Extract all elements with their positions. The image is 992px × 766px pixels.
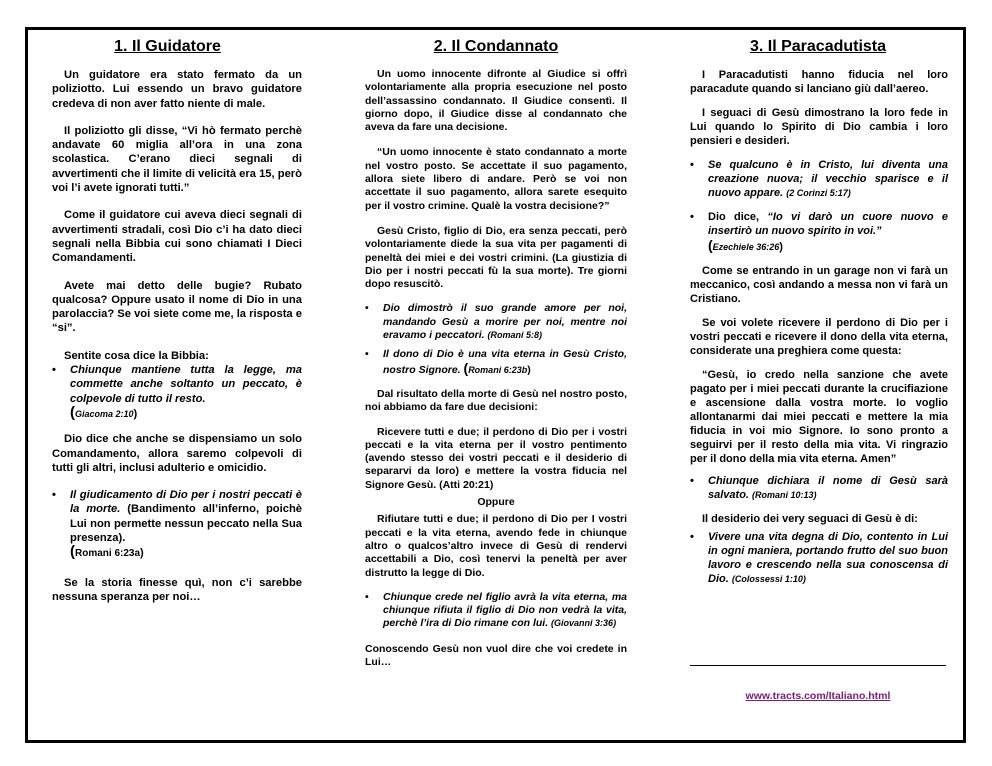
col3-paragraph: I seguaci di Gesù dimostrano la loro fede in Lui quando lo Spirito di Dio cambia i loro pensieri e desideri. [690, 107, 948, 147]
col1-paragraph: Sentite cosa dice la Bibbia: [64, 349, 209, 362]
bullet-ref: Romani 6:23a [75, 548, 141, 560]
col3-paragraph: I Paracadutisti hanno fiducia nel loro paracadute quando si lanciano giù dall’aereo. [690, 69, 948, 95]
bullet-text: Il dono di Dio è una vita eterna in Gesù Cristo, nostro Signore. [383, 348, 627, 376]
bullet-text: Vivere una vita degna di Dio, contento in Lui in ogni maniera, portando frutto del suo buon lavoro e crescendo nella sua conoscensa di Dio. [708, 531, 948, 585]
col3-bullet [690, 158, 948, 200]
bullet-ref: (Giovanni 3:36) [551, 618, 617, 629]
bullet-dot: • [52, 364, 56, 377]
bullet-text: Dio dimostrò il suo grande amore per noi, mandando Gesù a morire per noi, mentre noi eravamo i peccatori. [383, 302, 627, 342]
col1-paragraph: Se la storia finesse quì, non c’i sarebbe nessuna speranza per noi… [52, 576, 302, 603]
col3-paragraph: Il desiderio dei very seguaci di Gesù è di: [702, 513, 918, 525]
col2-paragraph: Rifiutare tutti e due; il perdono di Dio per I vostri peccati e la vita eterna, avendo fede in chiunque altro o qualcos’altro invece di Gesù di rendervi accettabili a Dio, così tenervi la peneltà per aver distrutto la legge di Dio. [365, 513, 627, 579]
bullet-ref: (Colossessi 1:10) [731, 574, 806, 584]
column-condannato [365, 36, 627, 669]
bullet-lead: Dio dice, [708, 211, 760, 223]
bullet-text: (Bandimento all’inferno, poichè Lui non permette nessun peccato nella Sua presenza). [70, 503, 303, 545]
col1-paragraph: Come il guidatore cui aveva dieci segnali di avvertimenti stradali, così Dio c’i ha dato dieci segnali nella Bibbia cui sono chiamati I Dieci Comandamenti. [52, 209, 302, 265]
column-guidatore [52, 36, 302, 604]
col3-bullet [690, 530, 948, 586]
bullet-text: Se qualcuno è in Cristo, lui diventa una creazione nuova; il vecchio sparisce e il nuovo appare. [708, 159, 948, 199]
divider [690, 665, 946, 666]
col2-title: 2. Il Condannato [433, 38, 559, 55]
bullet-ref: (2 Corinzi 5:17) [786, 188, 851, 198]
bullet-text: “Io vi darò un cuore nuovo e insertirò un nuovo spirito in voi.” [708, 211, 948, 237]
col3-bullet [690, 474, 948, 502]
bullet-dot: • [690, 211, 694, 223]
col1-title: 1. Il Guidatore [114, 38, 221, 55]
bullet-ref: Giacoma 2:10 [75, 408, 134, 419]
col1-paragraph: Dio dice che anche se dispensiamo un solo Comandamento, allora saremo colpevoli di tutti gli altri, inclusi adulterio e omicidio. [52, 433, 302, 474]
website-link[interactable]: www.tracts.com/Italiano.html [745, 690, 891, 702]
bullet-dot: • [365, 302, 369, 315]
col1-paragraph: Avete mai detto delle bugie? Rubato qualcosa? Oppure usato il nome di Dio in una parolaccia? Se voi siete come me, la risposta e “si”. [52, 279, 302, 335]
col3-title: 3. Il Paracadutista [749, 38, 887, 55]
col3-paragraph: Come se entrando in un garage non vi farà un meccanico, così andando a messa non vi farà un Cristiano. [690, 265, 948, 305]
col1-bullet: • Chiunque mantiene tutta la legge, ma commette anche soltanto un peccato, è colpevole di tutto il resto. (Giacoma 2:10) [52, 364, 302, 421]
col1-paragraph: Un guidatore era stato fermato da un poliziotto. Lui essendo un bravo guidatore credeva di non aver fatto niente di male. [52, 69, 302, 110]
col3-paragraph: “Gesù, io credo nella sanzione che avete pagato per i miei peccati durante la crucifiazione e ascensione dalla vostra morte. Io voglio allontanarmi dai miei peccati e mettere la mia fiducia in voi mio Signore. Io sono pronto a seguirvi per il resto della mia vita. Vi ringrazio per il dono della mia vita eterna. Amen” [690, 369, 948, 465]
col2-bullet [365, 302, 627, 342]
col3-paragraph: Se voi volete ricevere il perdono di Dio per i vostri peccati e ricevere il dono della vita eterna, considerate una preghiera come questa: [690, 317, 948, 357]
col2-paragraph: Gesù Cristo, figlio di Dio, era senza peccati, però volontariamente diede la sua vita per pagamenti di peneltà dei miei e dei vostri crimini. (La giustizia di Dio per i nostri peccati fù la sua morte). Tre giorni dopo resuscitò. [365, 224, 627, 291]
bullet-dot: • [690, 159, 694, 171]
col2-bullet: • Il dono di Dio è una vita eterna in Gesù Cristo, nostro Signore. (Romani 6:23b) [365, 348, 627, 376]
bullet-dot: • [365, 348, 369, 361]
col2-paragraph: “Un uomo innocente è stato condannato a morte nel vostro posto. Se accettate il suo pagamento, allora siete libero di andare. Però se voi non accettate il suo pagamento, allora sarete esequito per il vostro crimine. Qualè la vostra decisione?” [365, 146, 627, 212]
bullet-text: Chiunque mantiene tutta la legge, ma commette anche soltanto un peccato, è colpevole di tutto il resto. [70, 364, 302, 405]
bullet-ref: Ezechiele 36:26 [712, 242, 780, 252]
bullet-text: Chiunque crede nel figlio avrà la vita eterna, ma chiunque rifiuta il figlio di Dio non vedrà la vita, perchè l’ira di Dio rimane con lui. [383, 590, 627, 630]
col1-bullet: • Il giudicamento di Dio per i nostri peccati è la morte. (Bandimento all’inferno, poichè Lui non permette nessun peccato nella Sua presenza). (Romani 6:23a) [52, 489, 303, 561]
bullet-ref: (Romani 10:13) [752, 490, 817, 500]
col2-paragraph: Ricevere tutti e due; il perdono di Dio per i vostri peccati e la vita eterna per il vostro pentimento (avendo stesso dei vostri peccati e il desiderio di separarvi da loro) e mettere la vostra fiducia nel Signore Gesù. (Atti 20:21) [365, 425, 627, 491]
bullet-italic: Il giudicamento di Dio per i nostri peccati è la morte. [70, 489, 302, 516]
bullet-ref: (Romani 5:8) [487, 330, 542, 341]
col2-paragraph: Dal risultato della morte di Gesù nel nostro posto, noi abbiamo da fare due decisioni: [365, 387, 627, 414]
col1-paragraph: Il poliziotto gli disse, “Vi hò fermato perchè andavate 60 miglia all’ora in una zona scolastica. C’erano dieci segnali di avvertimenti che il limite di velicità era 15, però voi l’i avete ignorati tutti.” [52, 124, 302, 195]
column-paracadutista [690, 36, 948, 586]
col2-oppure: Oppure [477, 496, 515, 509]
col2-paragraph: Conoscendo Gesù non vuol dire che voi credete in Lui… [365, 642, 627, 668]
col2-bullet [365, 591, 627, 631]
col2-paragraph: Un uomo innocente difronte al Giudice si offrì volontariamente alla propria esecuzione nel posto dell’assassino condannato. Il Giudice consentì. Il giorno dopo, il Giudice disse al condannato che aveva da fare una decisione. [365, 68, 627, 134]
bullet-dot: • [690, 531, 694, 543]
bullet-dot: • [365, 590, 369, 603]
bullet-dot: • [690, 475, 694, 487]
bullet-ref: Romani 6:23b [468, 364, 528, 375]
col3-bullet: • Dio dice, “Io vi darò un cuore nuovo e insertirò un nuovo spirito in voi.” (Ezechiele 36:26) [690, 211, 948, 253]
bullet-text: Chiunque dichiara il nome di Gesù sarà salvato. [708, 475, 948, 501]
bullet-dot: • [52, 489, 56, 502]
